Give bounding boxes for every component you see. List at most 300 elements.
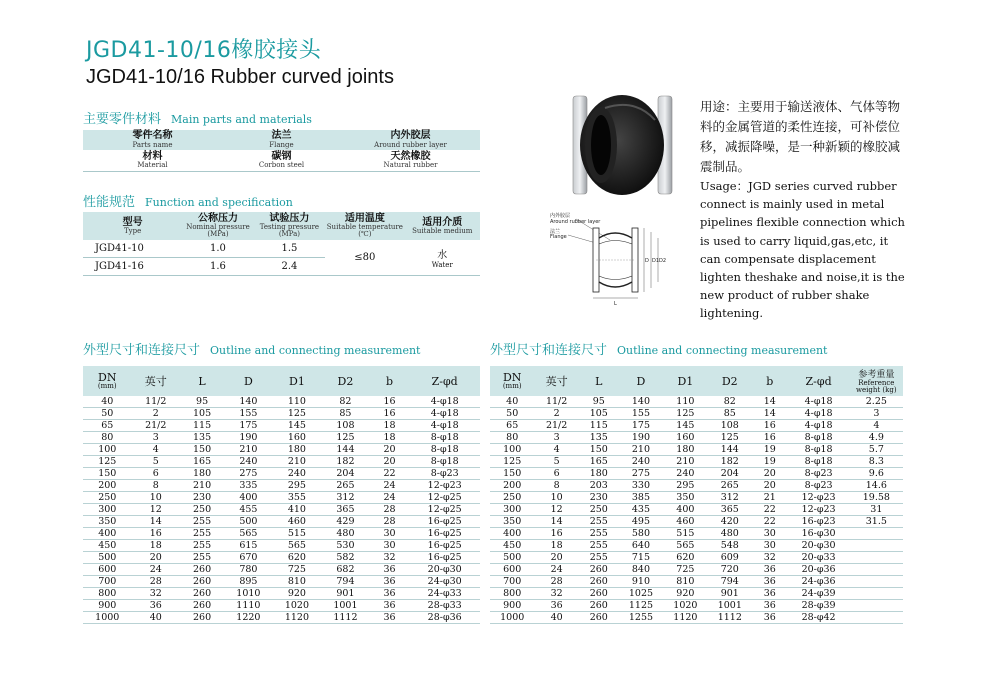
header-weight-cn: 参考重量 (858, 370, 895, 380)
table-cell: 65 (83, 420, 132, 432)
table-cell: 190 (619, 432, 663, 444)
table-cell: 240 (224, 456, 273, 468)
table-cell: 8-φ18 (409, 444, 480, 456)
table-cell: 28-φ33 (409, 600, 480, 612)
table-cell: 715 (619, 552, 663, 564)
table-cell: 210 (273, 456, 322, 468)
table-cell: 11/2 (132, 396, 181, 408)
dims-right-header-inch: 英寸 (534, 366, 578, 396)
table-cell: 36 (132, 600, 181, 612)
spec-type: JGD41-10 (83, 240, 182, 258)
parts-material-row (83, 150, 480, 171)
table-cell: 500 (224, 516, 273, 528)
table-row (490, 564, 903, 576)
table-cell: 24-φ39 (788, 588, 850, 600)
drawing-dim-L: L (614, 301, 617, 307)
table-cell: 6 (132, 468, 181, 480)
parts-cell-cn: 碳钢 (271, 150, 292, 162)
spec-header-cell (405, 212, 480, 240)
table-cell: 6 (534, 468, 578, 480)
table-cell: 36 (752, 612, 788, 624)
table-cell: 80 (83, 432, 132, 444)
table-cell: 150 (579, 444, 619, 456)
page-title-cn: JGD41-10/16橡胶接头 (86, 38, 322, 63)
parts-cell-cn: 天然橡胶 (390, 150, 431, 162)
table-cell: 1020 (273, 600, 322, 612)
table-cell: 260 (579, 588, 619, 600)
table-cell: 275 (619, 468, 663, 480)
table-cell: 400 (663, 504, 707, 516)
dims-right-header-weight (850, 366, 903, 396)
table-cell: 8-φ23 (788, 480, 850, 492)
table-cell: 682 (321, 564, 370, 576)
table-cell: 600 (490, 564, 534, 576)
table-cell: 16 (370, 408, 410, 420)
table-cell: 180 (273, 444, 322, 456)
table-row (490, 432, 903, 444)
parts-cell (83, 150, 222, 171)
table-cell: 18 (534, 540, 578, 552)
table-cell: 175 (224, 420, 273, 432)
dims-left-heading (83, 339, 420, 358)
dims-right-header-D1: D1 (663, 366, 707, 396)
table-cell: 429 (321, 516, 370, 528)
table-cell: 460 (663, 516, 707, 528)
table-row (490, 492, 903, 504)
table-cell: 400 (490, 528, 534, 540)
table-cell: 255 (180, 528, 224, 540)
table-cell: 515 (663, 528, 707, 540)
drawing-dim-D2: D2 (659, 258, 667, 264)
table-cell: 455 (224, 504, 273, 516)
parts-header-cn: 法兰 (271, 130, 292, 141)
table-cell: 16 (534, 528, 578, 540)
table-cell: 312 (321, 492, 370, 504)
table-cell: 85 (321, 408, 370, 420)
table-row (83, 432, 480, 444)
table-cell: 180 (180, 468, 224, 480)
table-cell: 1125 (619, 600, 663, 612)
table-cell: 100 (83, 444, 132, 456)
table-cell: 920 (663, 588, 707, 600)
table-cell: 12-φ25 (409, 504, 480, 516)
table-row (83, 468, 480, 480)
table-cell: 1000 (83, 612, 132, 624)
table-cell: 10 (132, 492, 181, 504)
table-cell: 14 (752, 396, 788, 408)
table-cell: 125 (663, 408, 707, 420)
dims-right-body (490, 396, 903, 624)
table-cell: 365 (321, 504, 370, 516)
table-cell (850, 612, 903, 624)
table-cell: 32 (132, 588, 181, 600)
table-cell: 265 (708, 480, 752, 492)
table-cell: 4-φ18 (409, 408, 480, 420)
table-row (490, 480, 903, 492)
table-cell: 385 (619, 492, 663, 504)
table-cell: 420 (708, 516, 752, 528)
table-cell: 565 (273, 540, 322, 552)
table-cell (850, 588, 903, 600)
spec-nominal: 1.6 (182, 258, 253, 276)
table-cell: 300 (83, 504, 132, 516)
table-cell: 240 (273, 468, 322, 480)
table-cell: 920 (273, 588, 322, 600)
spec-type: JGD41-16 (83, 258, 182, 276)
table-cell: 24 (534, 564, 578, 576)
table-cell: 21 (752, 492, 788, 504)
table-cell: 901 (708, 588, 752, 600)
table-row (83, 576, 480, 588)
spec-header-cn: 适用温度 (344, 213, 385, 224)
table-cell: 4-φ18 (788, 396, 850, 408)
table-cell: 500 (490, 552, 534, 564)
table-cell: 2 (534, 408, 578, 420)
table-cell: 3 (132, 432, 181, 444)
table-cell: 250 (180, 504, 224, 516)
table-cell: 1112 (321, 612, 370, 624)
table-cell: 36 (370, 576, 410, 588)
parts-cell-en: Natural rubber (383, 161, 438, 170)
table-cell: 335 (224, 480, 273, 492)
spec-heading-cn: 性能规范 (83, 195, 136, 210)
table-row (490, 456, 903, 468)
table-row (490, 540, 903, 552)
dims-left-header-inch: 英寸 (132, 366, 181, 396)
spec-header-cn: 型号 (122, 216, 143, 228)
table-cell: 28 (370, 516, 410, 528)
table-cell: 145 (663, 420, 707, 432)
dims-left-header-row (83, 366, 480, 396)
table-cell: 900 (83, 600, 132, 612)
table-cell: 160 (663, 432, 707, 444)
table-cell: 3 (534, 432, 578, 444)
table-cell: 144 (321, 444, 370, 456)
table-cell: 260 (180, 588, 224, 600)
table-cell: 515 (273, 528, 322, 540)
spec-row (83, 240, 480, 258)
table-cell: 500 (83, 552, 132, 564)
table-cell: 110 (273, 396, 322, 408)
table-cell: 4-φ18 (788, 408, 850, 420)
table-cell: 260 (180, 576, 224, 588)
table-cell: 18 (370, 432, 410, 444)
dims-right-table (490, 366, 903, 624)
table-cell: 480 (708, 528, 752, 540)
table-cell: 8-φ18 (409, 432, 480, 444)
table-cell: 36 (752, 588, 788, 600)
table-cell (850, 528, 903, 540)
table-cell (850, 576, 903, 588)
table-row (83, 564, 480, 576)
drawing-dim-D: D (645, 258, 649, 264)
parts-cell-en: Material (137, 161, 168, 170)
table-cell: 125 (83, 456, 132, 468)
table-cell: 200 (490, 480, 534, 492)
table-cell: 32 (752, 552, 788, 564)
spec-table (83, 212, 480, 276)
table-cell: 82 (708, 396, 752, 408)
table-cell: 312 (708, 492, 752, 504)
table-cell: 2.25 (850, 396, 903, 408)
table-cell: 700 (490, 576, 534, 588)
table-cell: 260 (579, 564, 619, 576)
table-cell: 210 (619, 444, 663, 456)
dims-right-heading-cn: 外型尺寸和连接尺寸 (490, 343, 608, 358)
table-cell: 22 (752, 504, 788, 516)
table-cell: 800 (490, 588, 534, 600)
table-cell: 260 (180, 600, 224, 612)
table-cell: 40 (132, 612, 181, 624)
table-cell: 125 (708, 432, 752, 444)
table-cell: 36 (370, 588, 410, 600)
parts-heading-cn: 主要零件材料 (83, 112, 162, 127)
table-cell: 125 (321, 432, 370, 444)
table-cell: 210 (224, 444, 273, 456)
table-cell: 4 (534, 444, 578, 456)
table-cell: 810 (273, 576, 322, 588)
parts-header-cn: 内外胶层 (390, 130, 431, 141)
table-cell: 40 (83, 396, 132, 408)
dims-left-header-b: b (370, 366, 410, 396)
table-cell: 135 (180, 432, 224, 444)
table-row (490, 612, 903, 624)
table-cell: 1112 (708, 612, 752, 624)
header-dn-unit: (mm) (97, 382, 117, 390)
spec-medium (405, 240, 480, 276)
table-cell: 28 (534, 576, 578, 588)
table-cell: 14 (132, 516, 181, 528)
table-cell: 150 (83, 468, 132, 480)
table-cell: 40 (490, 396, 534, 408)
dims-left-table (83, 366, 480, 624)
table-cell: 12-φ23 (788, 504, 850, 516)
drawing-dim-D1: D1 (652, 258, 660, 264)
table-cell: 115 (180, 420, 224, 432)
table-row (490, 516, 903, 528)
table-cell: 810 (663, 576, 707, 588)
table-cell: 260 (579, 576, 619, 588)
header-weight-en: Reference weight (kg) (856, 379, 897, 394)
table-cell: 20 (534, 552, 578, 564)
table-cell: 50 (83, 408, 132, 420)
table-cell: 28 (370, 504, 410, 516)
table-cell: 1000 (490, 612, 534, 624)
table-cell: 8-φ18 (788, 444, 850, 456)
table-cell: 32 (534, 588, 578, 600)
table-cell: 36 (752, 600, 788, 612)
table-cell: 800 (83, 588, 132, 600)
table-cell: 565 (663, 540, 707, 552)
table-cell: 182 (321, 456, 370, 468)
table-cell: 160 (273, 432, 322, 444)
table-cell (850, 540, 903, 552)
table-cell: 400 (83, 528, 132, 540)
table-cell: 12-φ23 (409, 480, 480, 492)
table-row (490, 408, 903, 420)
table-cell: 21/2 (534, 420, 578, 432)
table-cell: 5 (534, 456, 578, 468)
parts-table (83, 130, 480, 172)
table-cell: 16 (752, 432, 788, 444)
table-cell: 16 (370, 396, 410, 408)
table-row (83, 408, 480, 420)
table-cell: 4-φ18 (788, 420, 850, 432)
table-cell: 31.5 (850, 516, 903, 528)
parts-cell (341, 150, 480, 171)
table-cell: 240 (663, 468, 707, 480)
table-cell: 460 (273, 516, 322, 528)
table-cell: 450 (490, 540, 534, 552)
dims-left-heading-en: Outline and connecting measurement (210, 344, 421, 357)
table-cell: 260 (579, 612, 619, 624)
table-row (83, 612, 480, 624)
table-cell: 110 (663, 396, 707, 408)
table-cell: 4 (132, 444, 181, 456)
drawing-label-flange: 法兰 (550, 229, 561, 235)
table-cell: 620 (663, 552, 707, 564)
drawing-label-inner-en: Around rubber layer (550, 219, 601, 225)
table-cell: 16-φ23 (788, 516, 850, 528)
table-cell: 1010 (224, 588, 273, 600)
table-cell: 350 (663, 492, 707, 504)
spec-medium-en: Water (431, 261, 453, 269)
table-cell: 900 (490, 600, 534, 612)
table-row (83, 588, 480, 600)
table-cell: 580 (619, 528, 663, 540)
parts-cell (222, 150, 341, 171)
table-cell: 125 (273, 408, 322, 420)
table-cell: 108 (708, 420, 752, 432)
table-cell: 80 (490, 432, 534, 444)
table-cell: 1220 (224, 612, 273, 624)
table-cell: 255 (180, 552, 224, 564)
dims-right-header-zd: Z-φd (788, 366, 850, 396)
parts-header-cn: 零件名称 (132, 130, 173, 141)
table-cell: 175 (619, 420, 663, 432)
table-row (83, 480, 480, 492)
parts-header-row (83, 130, 480, 150)
spec-header-cell (254, 212, 325, 240)
table-cell: 1001 (321, 600, 370, 612)
table-cell: 250 (490, 492, 534, 504)
table-cell: 20 (370, 456, 410, 468)
table-cell: 16-φ25 (409, 528, 480, 540)
table-cell: 240 (619, 456, 663, 468)
table-cell: 140 (619, 396, 663, 408)
table-cell: 20 (132, 552, 181, 564)
table-cell: 12-φ25 (409, 492, 480, 504)
table-cell: 36 (534, 600, 578, 612)
table-cell: 255 (579, 540, 619, 552)
table-cell: 12-φ23 (788, 492, 850, 504)
table-cell: 255 (579, 516, 619, 528)
dims-left-header-D2: D2 (321, 366, 370, 396)
table-cell: 24-φ30 (409, 576, 480, 588)
dims-left-header-L: L (180, 366, 224, 396)
spec-header-cn: 试验压力 (269, 213, 310, 224)
table-cell: 204 (321, 468, 370, 480)
table-cell: 20-φ30 (788, 540, 850, 552)
table-cell: 36 (370, 612, 410, 624)
table-cell: 250 (579, 504, 619, 516)
table-cell: 16-φ25 (409, 540, 480, 552)
table-cell: 20-φ30 (409, 564, 480, 576)
table-cell: 20 (752, 480, 788, 492)
table-cell (850, 552, 903, 564)
table-cell: 180 (663, 444, 707, 456)
table-cell: 3 (850, 408, 903, 420)
table-cell: 10 (534, 492, 578, 504)
table-row (83, 444, 480, 456)
table-cell: 182 (708, 456, 752, 468)
table-cell: 115 (579, 420, 619, 432)
table-cell: 95 (180, 396, 224, 408)
table-cell: 725 (663, 564, 707, 576)
spec-heading (83, 191, 293, 210)
table-cell: 24 (370, 480, 410, 492)
table-row (490, 396, 903, 408)
table-cell: 100 (490, 444, 534, 456)
table-cell: 8.3 (850, 456, 903, 468)
table-cell: 36 (752, 564, 788, 576)
table-cell: 105 (180, 408, 224, 420)
table-cell: 36 (370, 600, 410, 612)
table-row (83, 396, 480, 408)
dims-left-body (83, 396, 480, 624)
dims-right-heading-en: Outline and connecting measurement (617, 344, 828, 357)
table-cell: 30 (752, 528, 788, 540)
table-cell: 155 (619, 408, 663, 420)
table-cell: 30 (370, 540, 410, 552)
table-cell: 609 (708, 552, 752, 564)
table-cell: 165 (180, 456, 224, 468)
table-cell: 615 (224, 540, 273, 552)
spec-medium-cn: 水 (437, 250, 448, 261)
table-row (490, 552, 903, 564)
table-cell: 16-φ25 (409, 552, 480, 564)
table-cell: 203 (579, 480, 619, 492)
dims-left-header-dn (83, 366, 132, 396)
spec-testing: 1.5 (254, 240, 325, 258)
parts-header-en: Around rubber layer (374, 140, 447, 149)
parts-cell-en: Corbon steel (258, 161, 305, 170)
table-cell: 50 (490, 408, 534, 420)
table-cell: 5 (132, 456, 181, 468)
table-cell: 21/2 (132, 420, 181, 432)
table-cell: 620 (273, 552, 322, 564)
table-cell: 20 (370, 444, 410, 456)
spec-header-cell (83, 212, 182, 240)
table-cell: 16-φ30 (788, 528, 850, 540)
table-cell: 8-φ23 (788, 468, 850, 480)
table-row (83, 420, 480, 432)
table-cell: 265 (321, 480, 370, 492)
table-cell: 19.58 (850, 492, 903, 504)
rubber-joint-photo (565, 90, 680, 200)
table-cell: 794 (708, 576, 752, 588)
table-cell: 204 (708, 468, 752, 480)
table-cell: 480 (321, 528, 370, 540)
table-row (83, 552, 480, 564)
table-cell: 1110 (224, 600, 273, 612)
dims-left-header-D1: D1 (273, 366, 322, 396)
table-cell: 1020 (663, 600, 707, 612)
table-cell: 548 (708, 540, 752, 552)
table-cell: 840 (619, 564, 663, 576)
table-cell: 910 (619, 576, 663, 588)
spec-header-en: Testing pressure (MPa) (259, 223, 320, 238)
